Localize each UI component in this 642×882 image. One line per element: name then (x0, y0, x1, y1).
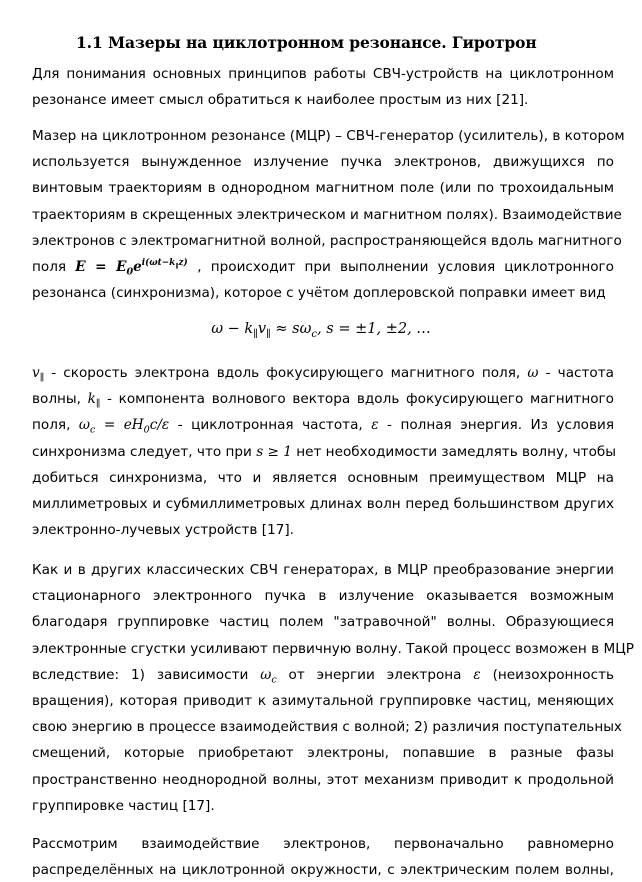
paragraph-4 (32, 557, 634, 819)
paragraph-line: распределённых на циклотронной окружности, с электрическим полем волны, (32, 862, 614, 879)
symbol-s-ge-1: s ≥ 1 (256, 443, 292, 460)
paragraph-line: вращения), которая приводит к азимутальной группировке частиц, меняющих (32, 692, 614, 709)
paragraph-line: резонансе имеет смысл обратиться к наиболее простым из них [21]. (32, 92, 529, 109)
symbol-omega: ω (527, 365, 539, 381)
paragraph-line: волны, $k_\parallel$ - компонента волнового вектора вдоль фокусирующего магнитного (32, 391, 615, 410)
paragraph-2 (32, 123, 625, 306)
paragraph-line: Рассмотрим взаимодействие электронов, первоначально равномерно (32, 836, 614, 852)
symbol-v-parallel: $v_\parallel$ (32, 365, 45, 384)
paragraph-line: $v_\parallel$ - скорость электрона вдоль фокусирующего магнитного поля, ω - частота (32, 365, 614, 384)
symbol-epsilon: ε (473, 666, 481, 683)
symbol-epsilon: ε (371, 417, 379, 434)
resonance-equation: $\omega - k_\parallel v_\parallel \approx s\omega_c$, s = ±1, ±2, … (211, 321, 431, 340)
paragraph-line: Для понимания основных принципов работы СВЧ-устройств на циклотронном (32, 66, 614, 82)
paragraph-line: электронные сгустки усиливают первичную волну. Такой процесс возможен в МЦР (32, 640, 634, 657)
paragraph-line: вследствие: 1) зависимости $\omega_c$ от энергии электрона ε (неизохронность (32, 666, 615, 686)
paragraph-line: электронов с электромагнитной волной, распространяющейся вдоль магнитного (32, 232, 622, 249)
paragraph-line: благодаря группировке частиц полем "затравочной" волны. Образующиеся (32, 614, 614, 631)
section-heading: 1.1 Мазеры на циклотронном резонансе. Гиротрон (76, 33, 537, 52)
symbol-omega-c: $\omega_c$ (260, 666, 277, 686)
paragraph-line: Мазер на циклотронном резонансе (МЦР) – СВЧ-генератор (усилитель), в котором (32, 128, 625, 144)
field-formula-text: $E = E_0e^{i(\omega t-k_\parallel z)}$ (75, 258, 188, 278)
paragraph-line: траекториям в скрещенных электрическом и магнитном полях). Взаимодействие (32, 206, 622, 223)
paragraph-1 (32, 61, 614, 113)
field-formula (75, 258, 197, 278)
paragraph-line: резонанса (синхронизма), которое с учётом доплеровской поправки имеет вид (32, 285, 606, 302)
paragraph-line-with-formula: поля $E = E_0e^{i(\omega t-k_\parallel z)}$ , происходит при выполнении условия циклотронного (32, 258, 614, 278)
paragraph-line: винтовым траекториям в однородном магнитном поле (или по трохоидальным (32, 180, 614, 197)
paragraph-3 (32, 360, 617, 543)
paragraph-line: пространственно неоднородной волны, этот механизм приводит к продольной (32, 771, 614, 788)
paragraph-line: свою энергию в процессе взаимодействия с волной; 2) различия поступательных (32, 719, 622, 736)
paragraph-line: синхронизма следует, что при s ≥ 1 нет необходимости замедлять волну, чтобы (32, 443, 617, 460)
paragraph-line: электронно-лучевых устройств [17]. (32, 522, 294, 539)
paragraph-line: стационарного электронного пучка в излучение оказывается возможным (32, 588, 614, 605)
paragraph-5 (32, 831, 614, 882)
paragraph-line: используется вынужденное излучение пучка электронов, движущихся по (32, 154, 614, 171)
paragraph-line: добиться синхронизма, что и является основным преимуществом МЦР на (32, 469, 614, 486)
paragraph-line: миллиметровых и субмиллиметровых длинах волн перед большинством других (32, 495, 614, 512)
symbol-k-parallel: $k_\parallel$ (87, 391, 101, 410)
paragraph-line: поля, $\omega_c = eH_0c/\varepsilon$ - циклотронная частота, ε - полная энергия. Из условия (32, 417, 615, 437)
symbol-omega-c-definition: $\omega_c = eH_0c/\varepsilon$ (78, 417, 170, 437)
paragraph-line: смещений, которые приобретают электроны, попавшие в разные фазы (32, 745, 614, 762)
paragraph-line: группировке частиц [17]. (32, 797, 215, 814)
paragraph-line: Как и в других классических СВЧ генераторах, в МЦР преобразование энергии (32, 562, 614, 578)
